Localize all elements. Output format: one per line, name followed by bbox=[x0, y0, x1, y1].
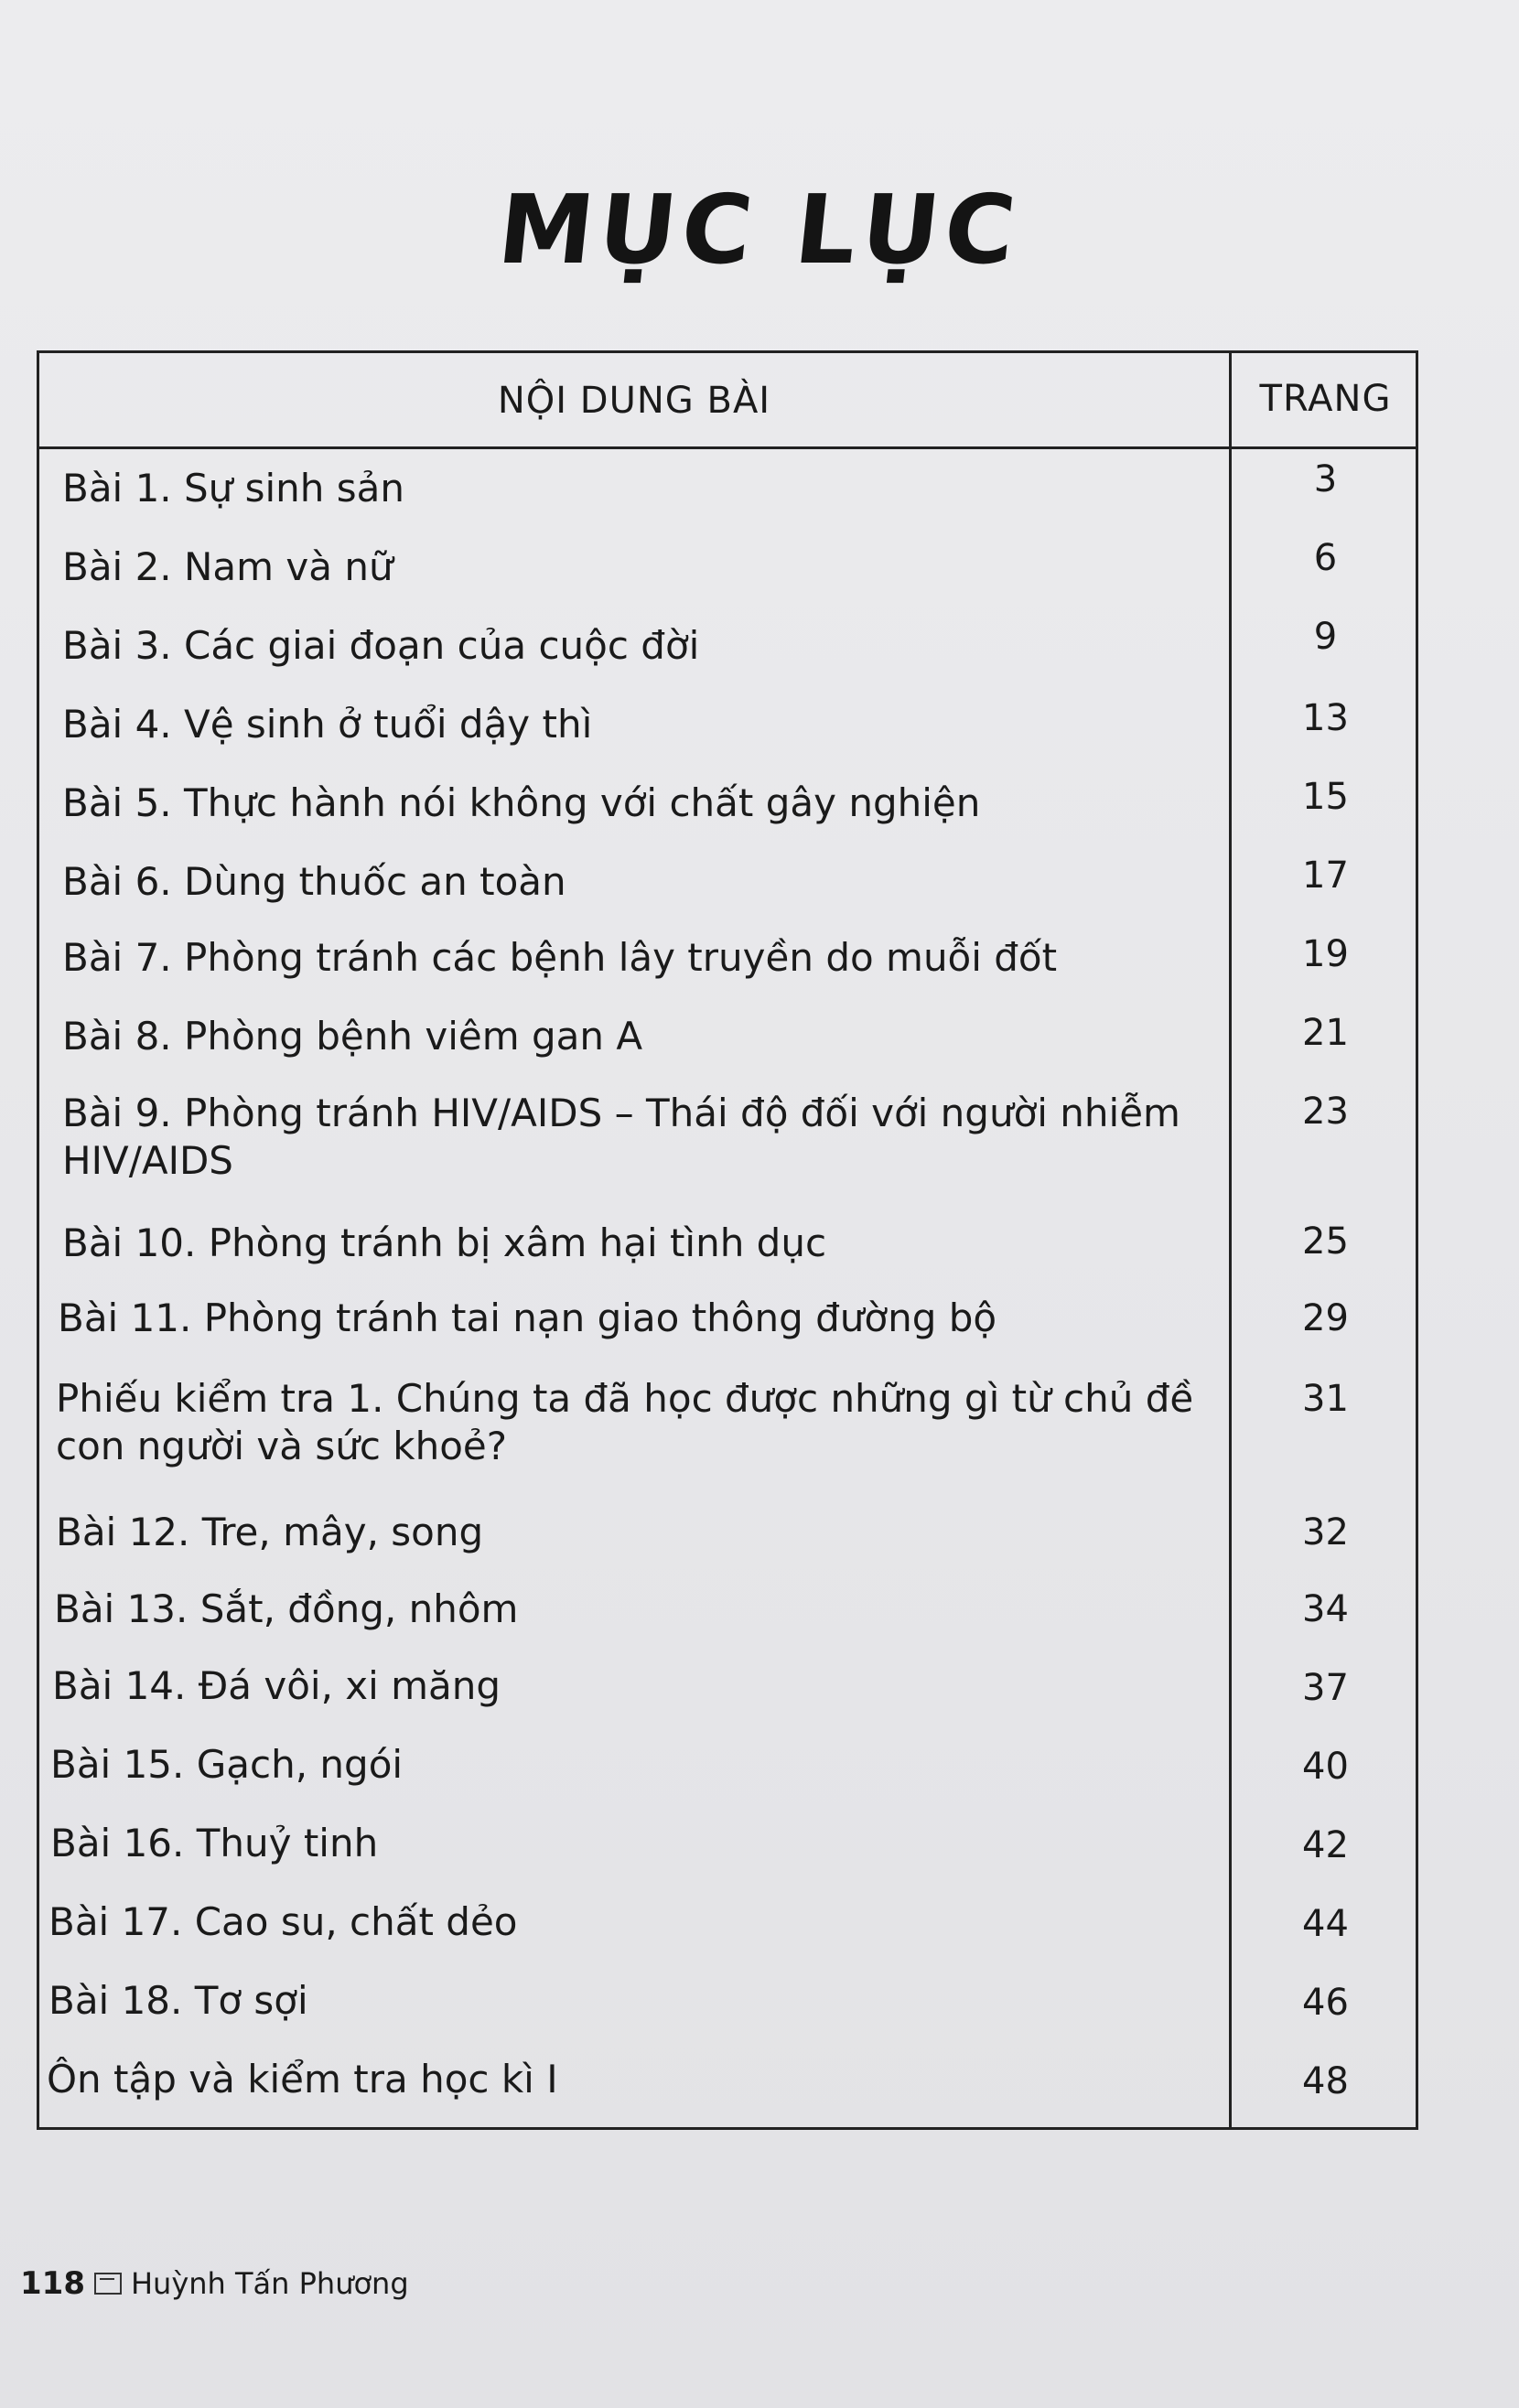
page-number: 44 bbox=[1302, 1903, 1349, 1945]
table-row bbox=[39, 1214, 1416, 1293]
lesson-title: Phiếu kiểm tra 1. Chúng ta đã học được những gì từ chủ đề con người và sức khoẻ? bbox=[56, 1376, 1194, 1468]
lesson-title: Bài 8. Phòng bệnh viêm gan A bbox=[62, 1014, 643, 1059]
page-number: 23 bbox=[1302, 1091, 1349, 1133]
page-footer bbox=[20, 2265, 409, 2302]
lesson-title: Bài 18. Tơ sợi bbox=[48, 1978, 308, 2023]
page-number: 31 bbox=[1302, 1378, 1349, 1420]
lesson-title: Bài 4. Vệ sinh ở tuổi dậy thì bbox=[62, 702, 593, 747]
lesson-title: Bài 1. Sự sinh sản bbox=[62, 466, 405, 511]
lesson-title: Bài 17. Cao su, chất dẻo bbox=[48, 1899, 518, 1944]
table-row bbox=[39, 1079, 1416, 1214]
table-row bbox=[39, 528, 1416, 607]
table-row bbox=[39, 1979, 1416, 2058]
page-number: 46 bbox=[1302, 1982, 1349, 2024]
table-row bbox=[39, 607, 1416, 685]
page-number: 17 bbox=[1302, 855, 1349, 897]
page-number: 29 bbox=[1302, 1297, 1349, 1339]
table-row bbox=[39, 764, 1416, 843]
lesson-title: Bài 6. Dùng thuốc an toàn bbox=[62, 859, 566, 904]
lesson-title: Bài 10. Phòng tránh bị xâm hại tình dục bbox=[62, 1220, 827, 1265]
table-row bbox=[39, 1586, 1416, 1664]
table-of-contents bbox=[37, 350, 1418, 2130]
page-number: 13 bbox=[1302, 697, 1349, 739]
table-row bbox=[39, 2058, 1416, 2136]
lesson-title: Bài 15. Gạch, ngói bbox=[50, 1742, 404, 1787]
page-number: 40 bbox=[1302, 1746, 1349, 1788]
table-header bbox=[39, 353, 1416, 449]
lesson-title: Bài 14. Đá vôi, xi măng bbox=[52, 1663, 501, 1708]
page-number: 42 bbox=[1302, 1824, 1349, 1866]
book-icon bbox=[94, 2273, 122, 2295]
page-number: 48 bbox=[1302, 2060, 1349, 2102]
lesson-title: Bài 12. Tre, mây, song bbox=[56, 1510, 484, 1554]
page-number: 19 bbox=[1302, 933, 1349, 975]
lesson-title: Bài 3. Các giai đoạn của cuộc đời bbox=[62, 623, 700, 668]
table-body bbox=[39, 449, 1416, 2136]
page-number: 9 bbox=[1313, 616, 1338, 658]
lesson-title: Bài 7. Phòng tránh các bệnh lây truyền do muỗi đốt bbox=[62, 935, 1058, 980]
lesson-title: Bài 5. Thực hành nói không với chất gây nghiện bbox=[62, 780, 981, 825]
page-number: 3 bbox=[1313, 458, 1338, 500]
table-row bbox=[39, 843, 1416, 921]
footer-author: Huỳnh Tấn Phương bbox=[130, 2266, 409, 2301]
page-number: 34 bbox=[1302, 1588, 1349, 1630]
header-content: NỘI DUNG BÀI bbox=[497, 380, 771, 422]
table-row bbox=[39, 685, 1416, 764]
table-row bbox=[39, 1664, 1416, 1743]
lesson-title: Ôn tập và kiểm tra học kì I bbox=[47, 2057, 558, 2102]
table-row bbox=[39, 1371, 1416, 1507]
lesson-title: Bài 2. Nam và nữ bbox=[62, 544, 393, 589]
page-number: 15 bbox=[1302, 776, 1349, 818]
lesson-title: Bài 11. Phòng tránh tai nạn giao thông đường bộ bbox=[58, 1295, 997, 1340]
page-number: 37 bbox=[1302, 1667, 1349, 1709]
page-number: 25 bbox=[1302, 1220, 1349, 1263]
table-row bbox=[39, 921, 1416, 1000]
header-page: TRANG bbox=[1259, 378, 1392, 420]
table-row bbox=[39, 1293, 1416, 1371]
lesson-title: Bài 16. Thuỷ tinh bbox=[50, 1821, 379, 1865]
page-number: 21 bbox=[1302, 1012, 1349, 1054]
page-number: 32 bbox=[1302, 1511, 1349, 1553]
table-row bbox=[39, 1000, 1416, 1079]
lesson-title: Bài 9. Phòng tránh HIV/AIDS – Thái độ đối với người nhiễm HIV/AIDS bbox=[62, 1091, 1180, 1183]
table-row bbox=[39, 1507, 1416, 1586]
table-row bbox=[39, 1743, 1416, 1822]
footer-page-number: 118 bbox=[20, 2265, 85, 2302]
table-row bbox=[39, 1900, 1416, 1979]
page-title: MỤC LỤC bbox=[492, 174, 1027, 285]
table-row bbox=[39, 449, 1416, 528]
lesson-title: Bài 13. Sắt, đồng, nhôm bbox=[54, 1586, 519, 1631]
page-number: 6 bbox=[1313, 537, 1338, 579]
table-row bbox=[39, 1822, 1416, 1900]
